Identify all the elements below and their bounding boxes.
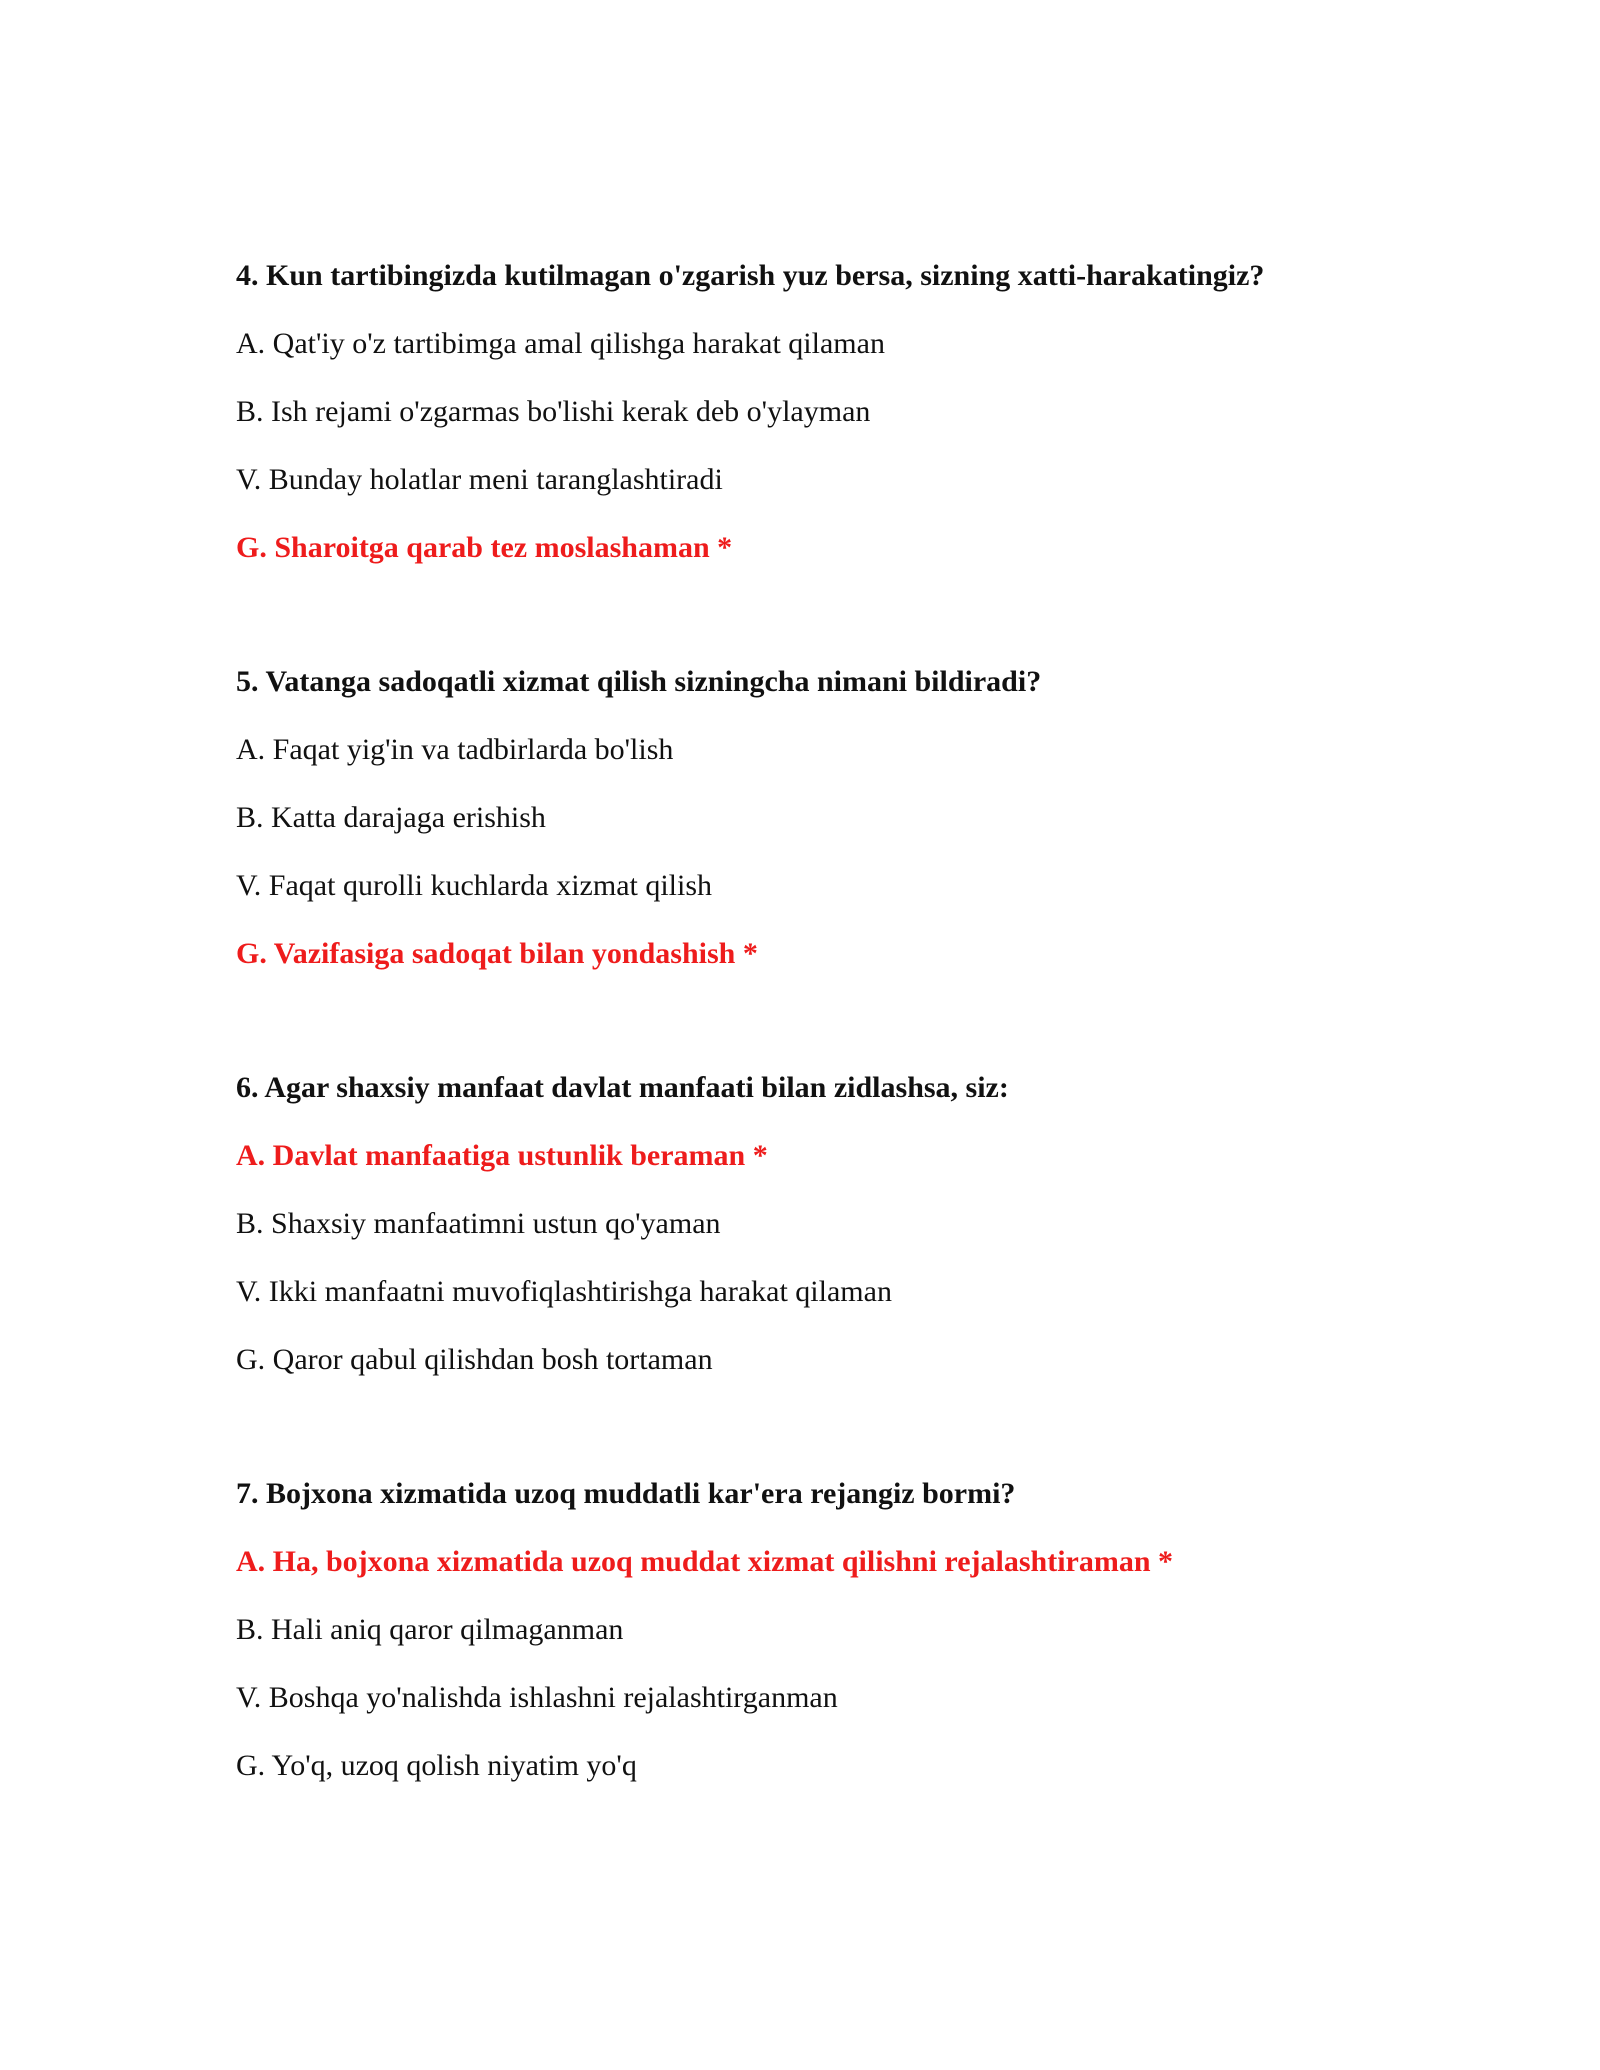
- answer-option: B. Shaxsiy manfaatimni ustun qo'yaman: [236, 1207, 721, 1240]
- question-block: [236, 664, 1436, 1004]
- question-block: [236, 258, 1436, 598]
- question-text: 7. Bojxona xizmatida uzoq muddatli kar'era rejangiz bormi?: [236, 1477, 1016, 1510]
- question-block: [236, 1070, 1436, 1410]
- answer-option: B. Hali aniq qaror qilmaganman: [236, 1613, 624, 1646]
- question-text: 4. Kun tartibingizda kutilmagan o'zgarish yuz bersa, sizning xatti-harakatingiz?: [236, 259, 1265, 292]
- question-text: 6. Agar shaxsiy manfaat davlat manfaati bilan zidlashsa, siz:: [236, 1071, 1009, 1104]
- answer-option: G. Qaror qabul qilishdan bosh tortaman: [236, 1343, 713, 1376]
- answer-option: A. Faqat yig'in va tadbirlarda bo'lish: [236, 733, 674, 766]
- correct-answer-option: A. Ha, bojxona xizmatida uzoq muddat xizmat qilishni rejalashtiraman *: [236, 1545, 1174, 1578]
- correct-answer-option: G. Vazifasiga sadoqat bilan yondashish *: [236, 937, 758, 970]
- answer-option: G. Yo'q, uzoq qolish niyatim yo'q: [236, 1749, 637, 1782]
- answer-option: V. Bunday holatlar meni taranglashtiradi: [236, 463, 723, 496]
- correct-answer-option: G. Sharoitga qarab tez moslashaman *: [236, 531, 733, 564]
- question-block: [236, 1476, 1436, 1816]
- answer-option: V. Ikki manfaatni muvofiqlashtirishga harakat qilaman: [236, 1275, 892, 1308]
- answer-option: B. Katta darajaga erishish: [236, 801, 546, 834]
- answer-option: B. Ish rejami o'zgarmas bo'lishi kerak deb o'ylayman: [236, 395, 871, 428]
- correct-answer-option: A. Davlat manfaatiga ustunlik beraman *: [236, 1139, 768, 1172]
- answer-option: V. Boshqa yo'nalishda ishlashni rejalashtirganman: [236, 1681, 838, 1714]
- answer-option: V. Faqat qurolli kuchlarda xizmat qilish: [236, 869, 713, 902]
- answer-option: A. Qat'iy o'z tartibimga amal qilishga harakat qilaman: [236, 327, 885, 360]
- question-text: 5. Vatanga sadoqatli xizmat qilish sizningcha nimani bildiradi?: [236, 665, 1042, 698]
